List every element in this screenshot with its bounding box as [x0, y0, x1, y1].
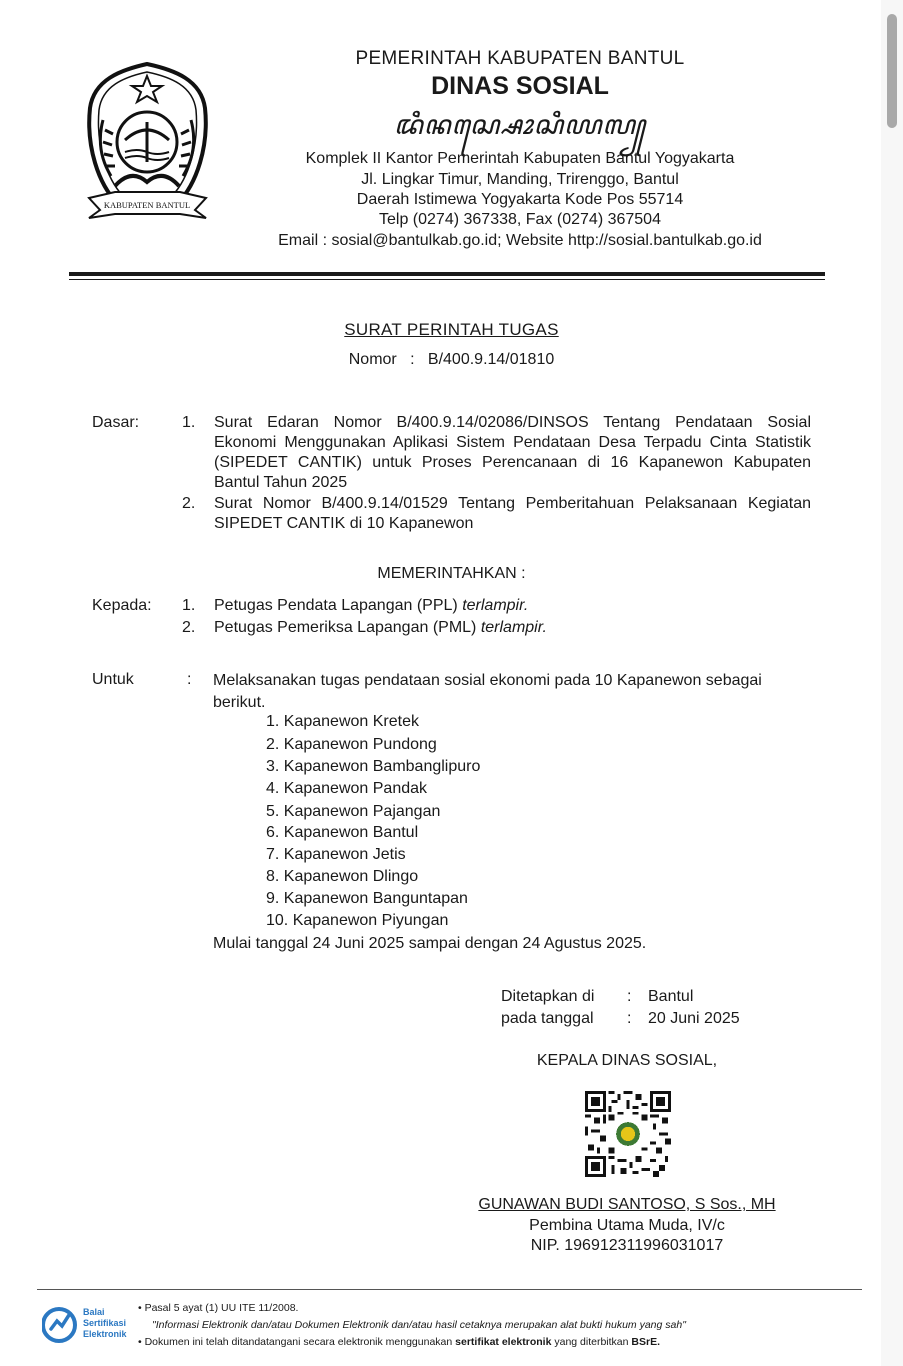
untuk-label: Untuk: [92, 671, 134, 688]
address-line: Telp (0274) 367338, Fax (0274) 367504: [379, 211, 661, 228]
signer-rank: Pembina Utama Muda, IV/c: [529, 1217, 725, 1234]
scrollbar-thumb[interactable]: [887, 14, 897, 128]
signer-nip: NIP. 196912311996031017: [530, 1237, 724, 1254]
kapanewon-item: 3. Kapanewon Bambanglipuro: [266, 758, 481, 775]
place-colon: :: [627, 988, 632, 1005]
footer-signature-note: • Dokumen ini telah ditandatangani secara elektronik menggunakan sertifikat elektronik yang diterbitkan BSrE.: [138, 1336, 660, 1348]
letterhead-divider-thin: [69, 279, 825, 280]
address-line: Komplek II Kantor Pemerintah Kabupaten Bantul Yogyakarta: [305, 150, 735, 167]
date-value: 20 Juni 2025: [648, 1010, 740, 1027]
document-number: [0, 351, 903, 369]
government-name: PEMERINTAH KABUPATEN BANTUL: [355, 48, 685, 69]
kapanewon-item: 4. Kapanewon Pandak: [266, 780, 428, 797]
svg-text:Elektronik: Elektronik: [83, 1329, 127, 1339]
footer-divider: [37, 1289, 862, 1290]
kepada-item-number: 1.: [182, 597, 196, 614]
dasar-label: Dasar:: [92, 414, 140, 431]
kapanewon-item: 10. Kapanewon Piyungan: [266, 912, 449, 929]
dasar-item-number: 2.: [182, 495, 196, 512]
logo-ribbon-text: KABUPATEN BANTUL: [103, 200, 191, 210]
kapanewon-item: 2. Kapanewon Pundong: [266, 736, 437, 753]
kapanewon-item: 9. Kapanewon Banguntapan: [266, 890, 468, 907]
footer-legal-line: • Pasal 5 ayat (1) UU ITE 11/2008.: [138, 1302, 299, 1314]
number-separator: :: [410, 351, 415, 368]
dasar-item-text: Surat Nomor B/400.9.14/01529 Tentang Pemberitahuan Pelaksanaan Kegiatan SIPEDET CANTIK di 10 Kapanewon: [214, 495, 811, 532]
kabupaten-bantul-logo: [85, 60, 210, 222]
dasar-item-text: Surat Edaran Nomor B/400.9.14/02086/DINSOS Tentang Pendataan Sosial Ekonomi Menggunakan Aplikasi Sistem Pendataan Desa Terpadu Cinta Statistik (SIPEDET CANTIK) untuk Proses Perencanaan di 16 Kapanewon Kabupaten Bantul Tahun 2025: [214, 414, 811, 491]
document-title: SURAT PERINTAH TUGAS: [344, 320, 559, 339]
date-colon: :: [627, 1010, 632, 1027]
qr-code-icon: [585, 1091, 671, 1177]
order-heading: MEMERINTAHKAN :: [377, 565, 526, 582]
signer-title: KEPALA DINAS SOSIAL,: [536, 1052, 718, 1069]
kapanewon-item: 6. Kapanewon Bantul: [266, 824, 419, 841]
untuk-colon: :: [187, 671, 192, 688]
svg-text:Sertifikasi: Sertifikasi: [83, 1318, 127, 1328]
place-value: Bantul: [648, 988, 694, 1005]
javanese-script-name: ꦢꦶꦤꦱ꧀ꦱꦺꦴꦱꦶꦪꦭ꧀: [393, 110, 647, 141]
dasar-item-number: 1.: [182, 414, 196, 431]
bsre-logo: [42, 1303, 140, 1347]
period-text: Mulai tanggal 24 Juni 2025 sampai dengan 24 Agustus 2025.: [213, 935, 647, 952]
contact-line: Email : sosial@bantulkab.go.id; Website http://sosial.bantulkab.go.id: [278, 232, 762, 249]
kapanewon-item: 5. Kapanewon Pajangan: [266, 803, 441, 820]
kepada-label: Kepada:: [92, 597, 152, 614]
kepada-item-number: 2.: [182, 619, 196, 636]
svg-text:Balai: Balai: [83, 1307, 105, 1317]
kapanewon-item: 7. Kapanewon Jetis: [266, 846, 406, 863]
footer-quote-line: "Informasi Elektronik dan/atau Dokumen Elektronik dan/atau hasil cetaknya merupakan alat bukti hukum yang sah": [152, 1319, 686, 1331]
number-label: Nomor: [348, 351, 397, 368]
letterhead-divider: [69, 272, 825, 276]
kapanewon-item: 8. Kapanewon Dlingo: [266, 868, 419, 885]
scrollbar-track[interactable]: [881, 0, 903, 1366]
untuk-text: Melaksanakan tugas pendataan sosial ekonomi pada 10 Kapanewon sebagai berikut.: [213, 672, 762, 711]
kepada-item-text: Petugas Pemeriksa Lapangan (PML) terlampir.: [214, 619, 547, 636]
kepada-item-text: Petugas Pendata Lapangan (PPL) terlampir.: [214, 597, 529, 614]
date-label: pada tanggal: [501, 1010, 594, 1027]
signer-name: GUNAWAN BUDI SANTOSO, S Sos., MH: [478, 1196, 776, 1213]
address-line: Jl. Lingkar Timur, Manding, Trirenggo, Bantul: [361, 171, 679, 188]
department-name: DINAS SOSIAL: [431, 72, 609, 100]
address-line: Daerah Istimewa Yogyakarta Kode Pos 55714: [356, 191, 684, 208]
place-label: Ditetapkan di: [501, 988, 595, 1005]
number-value: B/400.9.14/01810: [427, 351, 555, 368]
kapanewon-item: 1. Kapanewon Kretek: [266, 713, 419, 730]
